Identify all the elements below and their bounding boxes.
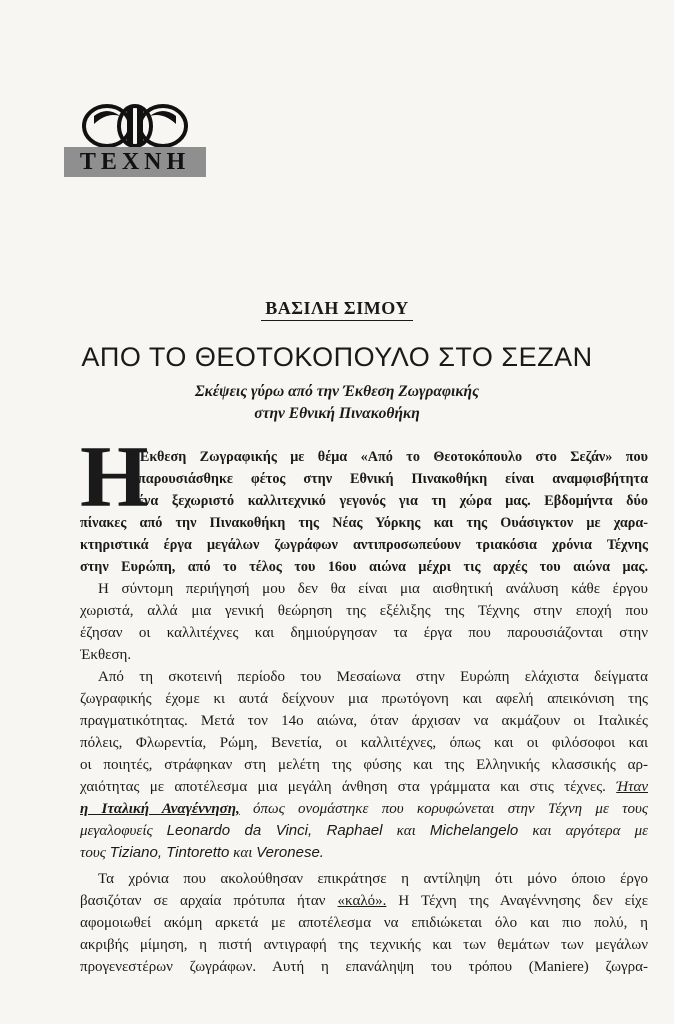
paragraph-line: Από τη σκοτεινή περίοδο του Μεσαίωνα στην Ευρώπη ελάχιστα δείγματα	[98, 669, 648, 685]
article-subtitle-line-2: στην Εθνική Πινακοθήκη	[254, 405, 420, 422]
paragraph-line: μεγαλοφυείς Leonardo da Vinci, Raphael και Michelangelo και αργότερα με	[80, 822, 648, 839]
ornamental-emblem-icon	[80, 102, 190, 150]
paragraph-line: Έκθεση.	[80, 647, 132, 663]
author-byline: ΒΑΣΙΛΗ ΣΙΜΟΥ	[0, 298, 674, 319]
paragraph-line: τους Tiziano, Tintoretto και Veronese.	[80, 844, 324, 861]
paragraph-line: πραγματικότητας. Μετά τον 14ο αιώνα, όταν άρχισαν να ακμάζουν οι Ιταλικές	[80, 713, 648, 729]
paragraph-line: χαιότητας με αποτέλεσμα μια μεγάλη άνθηση στα γράμματα και στις τέχνες. Ήταν	[80, 779, 648, 795]
intro-line: στην Ευρώπη, από το τέλος του 16ου αιώνα μέχρι τις αρχές του αιώνα μας.	[80, 559, 648, 575]
paragraph-line: η Ιταλική Αναγέννηση, όπως ονομάστηκε που κορυφώνεται στην Τέχνη με τους	[80, 801, 648, 817]
paragraph-line: βασιζόταν σε αρχαία πρότυπα ήταν «καλό». Η Τέχνη της Αναγέννησης δεν είχε	[80, 893, 648, 909]
drop-cap: Η	[80, 429, 149, 526]
intro-line: κτηριστικά έργα μεγάλων ζωγράφων αντιπροσωπεύουν τριακόσια χρόνια Τέχνης	[80, 537, 648, 553]
intro-line: πίνακες από την Πινακοθήκη της Νέας Υόρκης και της Ουάσιγκτον με χαρα-	[80, 515, 648, 531]
paragraph-line: οι ποιητές, στράφηκαν στη μελέτη της φύσης και της Ελληνικής κλασσικής αρ-	[80, 757, 648, 773]
article-title: ΑΠΟ ΤΟ ΘΕΟΤΟΚΟΠΟΥΛΟ ΣΤΟ ΣΕΖΑΝ	[81, 342, 593, 372]
intro-line: Έκθεση Ζωγραφικής με θέμα «Από το Θεοτοκόπουλο στο Σεζάν» που	[138, 449, 648, 465]
intro-line: ένα ξεχωριστό καλλιτεχνικό γεγονός για τη χώρα μας. Εβδομήντα δύο	[138, 493, 648, 509]
section-label: ΤΕΧΝΗ	[64, 147, 206, 177]
intro-line: παρουσιάσθηκε φέτος στην Εθνική Πινακοθήκη είναι αναμφισβήτητα	[138, 471, 648, 487]
paragraph-line: Η σύντομη περιήγησή μου δεν θα είναι μια αισθητική ανάλυση κάθε έργου	[98, 581, 648, 597]
article-subtitle-line-1: Σκέψεις γύρω από την Έκθεση Ζωγραφικής	[195, 383, 479, 400]
paragraph-line: ακριβής μίμηση, η πιστή αντιγραφή της τεχνικής και των θεμάτων των μεγάλων	[80, 937, 648, 953]
paragraph-line: έζησαν οι καλλιτέχνες και δημιούργησαν τα έργα που παρουσιάζονται στην	[80, 625, 648, 641]
paragraph-line: αφομοιωθεί ακόμη αρκετά με αποτέλεσμα να επιδιώκεται όλο και πιο πολύ, η	[80, 915, 648, 931]
paragraph-line: πόλεις, Φλωρεντία, Ρώμη, Βενετία, οι καλλιτέχνες, όπως και οι φιλόσοφοι και	[80, 735, 648, 751]
paragraph-line: προγενεστέρων ζωγράφων. Αυτή η επανάληψη του τρόπου (Maniere) ζωγρα-	[80, 959, 648, 975]
paragraph-line: χωριστά, αλλά μια γενική θεώρηση της εξέλιξης της Τέχνης στην εποχή που	[80, 603, 648, 619]
paragraph-line: Τα χρόνια που ακολούθησαν επικράτησε η αντίληψη ότι μόνο όποιο έργο	[98, 871, 648, 887]
paragraph-line: ζωγραφικής έχομε κι αυτά δείχνουν μια πρωτόγονη και αφελή απεικόνιση της	[80, 691, 648, 707]
